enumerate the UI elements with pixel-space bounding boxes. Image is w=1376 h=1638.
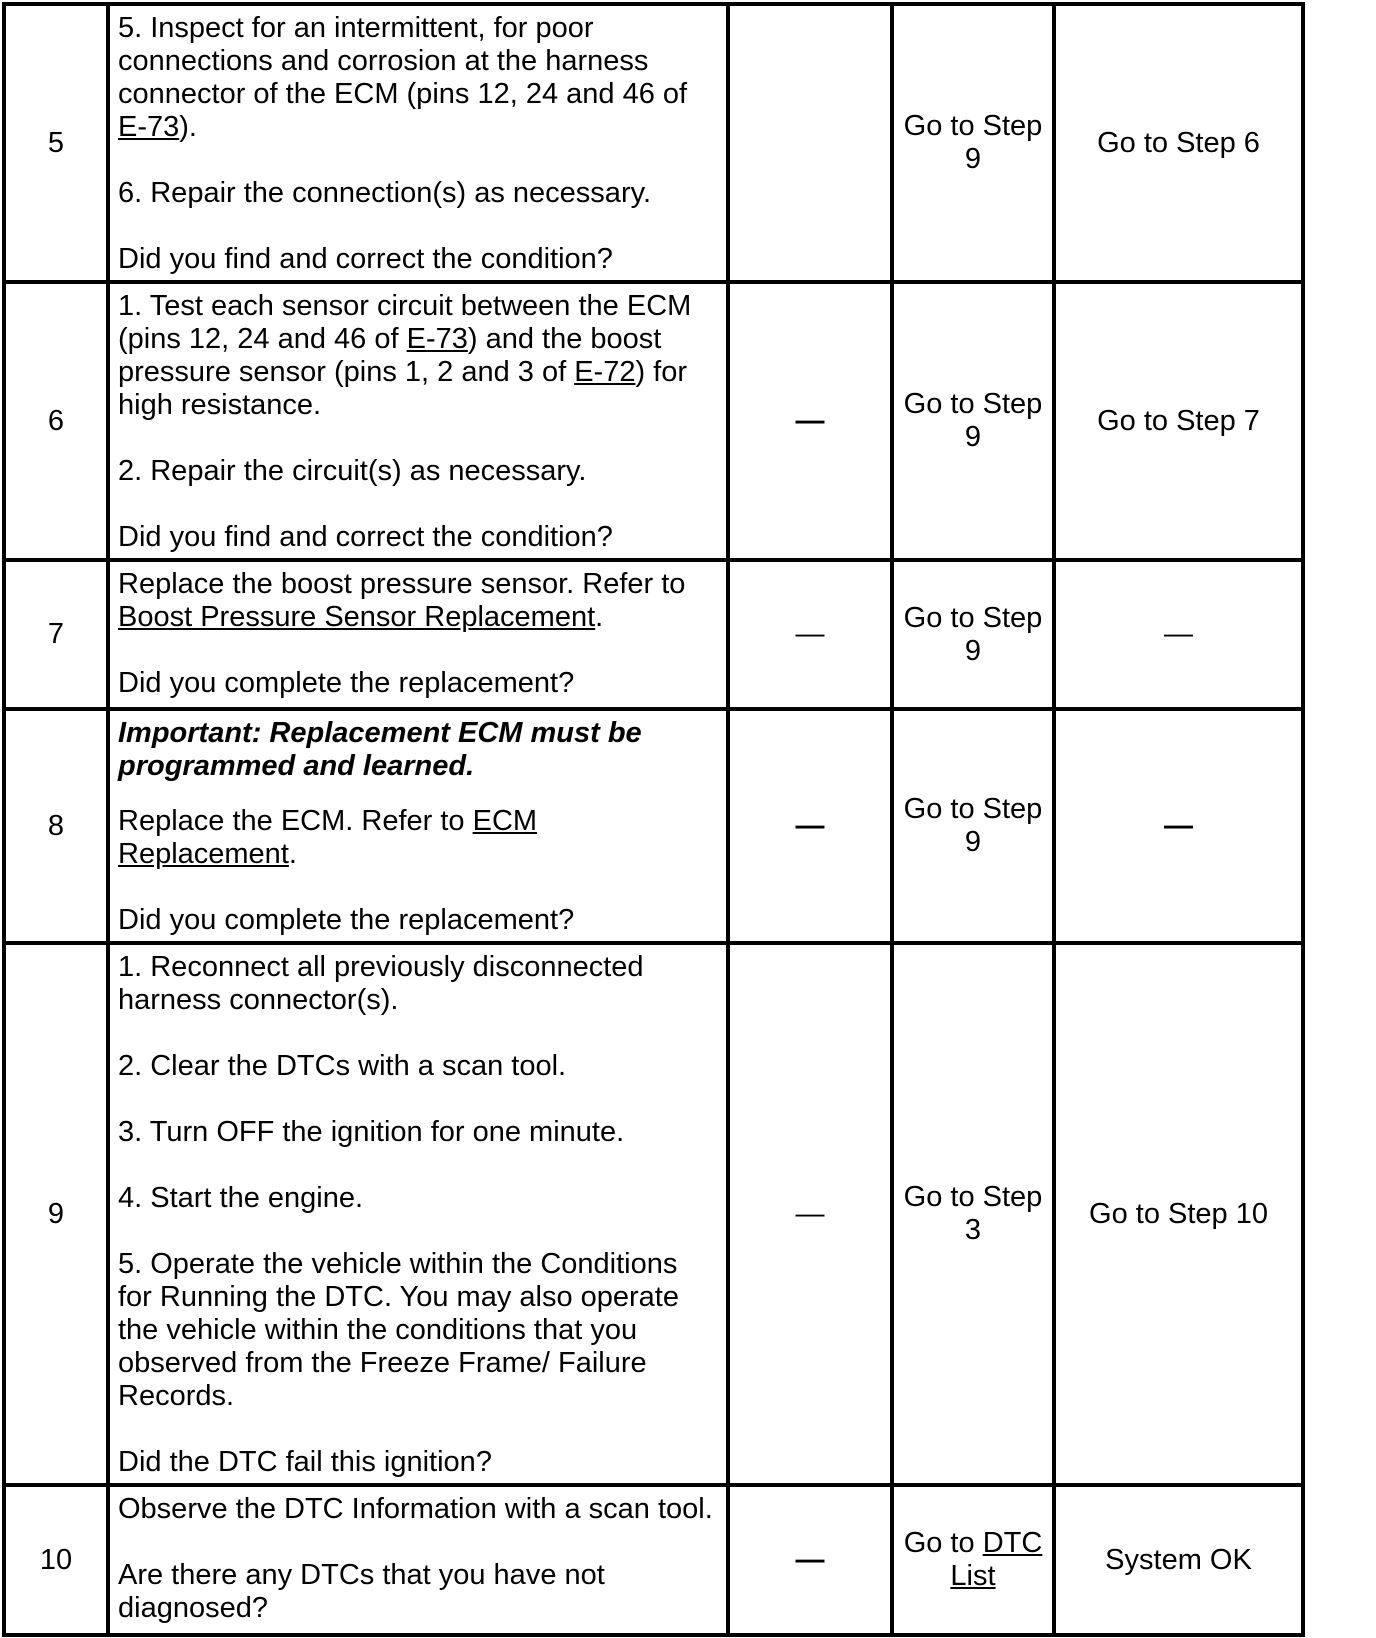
reference-link[interactable]: E-72: [574, 356, 636, 388]
action-cell: [108, 4, 728, 282]
reference-link[interactable]: DTC List: [950, 1527, 1043, 1592]
action-paragraph: Did you complete the replacement?: [118, 904, 575, 936]
yes-cell: [892, 709, 1054, 943]
yes-result-text: Go to Step 3: [903, 1181, 1043, 1246]
action-paragraph: 1. Test each sensor circuit between the ECM (pins 12, 24 and 46 of E-73) and the boost pressure sensor (pins 1, 2 and 3 of E-72) for high resistance.: [118, 290, 692, 421]
no-result-text: Go to Step 6: [1097, 126, 1260, 159]
yes-result-text: Go to Step 9: [903, 601, 1043, 667]
value-cell: —: [728, 560, 892, 709]
yes-cell: [892, 4, 1054, 282]
action-paragraph: 2. Clear the DTCs with a scan tool.: [118, 1050, 567, 1082]
action-paragraph: Are there any DTCs that you have not diagnosed?: [118, 1559, 605, 1624]
action-paragraph: 5. Operate the vehicle within the Conditions for Running the DTC. You may also operate the vehicle within the conditions that you observed from the Freeze Frame/ Failure Records.: [118, 1248, 679, 1412]
yes-cell: [892, 282, 1054, 560]
action-paragraph: Did the DTC fail this ignition?: [118, 1446, 492, 1478]
table-row: [4, 282, 1303, 560]
action-paragraph: 6. Repair the connection(s) as necessary.: [118, 177, 652, 209]
action-paragraph: 4. Start the engine.: [118, 1182, 364, 1214]
yes-result-text: Go to Step 9: [903, 110, 1043, 175]
step-number: 9: [4, 943, 108, 1485]
reference-link[interactable]: E-73: [118, 111, 180, 143]
action-paragraph: Did you find and correct the condition?: [118, 521, 613, 553]
action-cell: [108, 943, 728, 1485]
no-cell: [1054, 709, 1303, 943]
action-cell: [108, 1485, 728, 1635]
value-cell: —: [728, 709, 892, 943]
step-number: 10: [4, 1485, 108, 1635]
step-number: 6: [4, 282, 108, 560]
step-number: 5: [4, 4, 108, 282]
no-cell: [1054, 943, 1303, 1485]
value-cell: —: [728, 1485, 892, 1635]
no-result-text: —: [1164, 809, 1193, 842]
reference-link[interactable]: Boost Pressure Sensor Replacement: [118, 601, 596, 633]
reference-link[interactable]: E-73: [406, 323, 468, 355]
action-paragraph: Observe the DTC Information with a scan tool.: [118, 1493, 713, 1525]
no-result-text: —: [1164, 618, 1193, 650]
yes-cell: [892, 1485, 1054, 1635]
yes-result-text: Go to Step 9: [903, 388, 1043, 453]
action-paragraph: 3. Turn OFF the ignition for one minute.: [118, 1116, 625, 1148]
value-cell: —: [728, 282, 892, 560]
yes-result-text: Go to DTC List: [903, 1527, 1043, 1592]
action-paragraph: Did you complete the replacement?: [118, 667, 575, 699]
reference-link[interactable]: ECM Replacement: [118, 805, 538, 870]
yes-cell: [892, 560, 1054, 709]
action-paragraph: Did you find and correct the condition?: [118, 243, 613, 275]
action-cell: [108, 560, 728, 709]
action-cell: [108, 282, 728, 560]
action-paragraph: Replace the boost pressure sensor. Refer to Boost Pressure Sensor Replacement.: [118, 568, 686, 633]
step-number: 8: [4, 709, 108, 943]
no-cell: [1054, 560, 1303, 709]
diagnostic-table: [2, 2, 1305, 1637]
table-row: [4, 709, 1303, 943]
no-cell: [1054, 4, 1303, 282]
action-paragraph: 2. Repair the circuit(s) as necessary.: [118, 455, 587, 487]
table-row: [4, 943, 1303, 1485]
no-result-text: Go to Step 10: [1089, 1197, 1268, 1230]
no-cell: [1054, 1485, 1303, 1635]
step-number: 7: [4, 560, 108, 709]
action-paragraph: Replace the ECM. Refer to ECM Replacement.: [118, 805, 538, 870]
action-paragraph: 5. Inspect for an intermittent, for poor connections and corrosion at the harness connector of the ECM (pins 12, 24 and 46 of E-73).: [118, 12, 688, 143]
value-cell: [728, 4, 892, 282]
yes-cell: [892, 943, 1054, 1485]
action-cell: [108, 709, 728, 943]
no-result-text: System OK: [1105, 1543, 1252, 1576]
table-row: [4, 560, 1303, 709]
no-result-text: Go to Step 7: [1097, 404, 1260, 437]
table-row: [4, 1485, 1303, 1635]
action-paragraph: 1. Reconnect all previously disconnected harness connector(s).: [118, 951, 644, 1016]
important-note: Important: Replacement ECM must be programmed and learned.: [118, 717, 642, 782]
table-row: [4, 4, 1303, 282]
value-cell: —: [728, 943, 892, 1485]
no-cell: [1054, 282, 1303, 560]
yes-result-text: Go to Step 9: [903, 793, 1043, 858]
